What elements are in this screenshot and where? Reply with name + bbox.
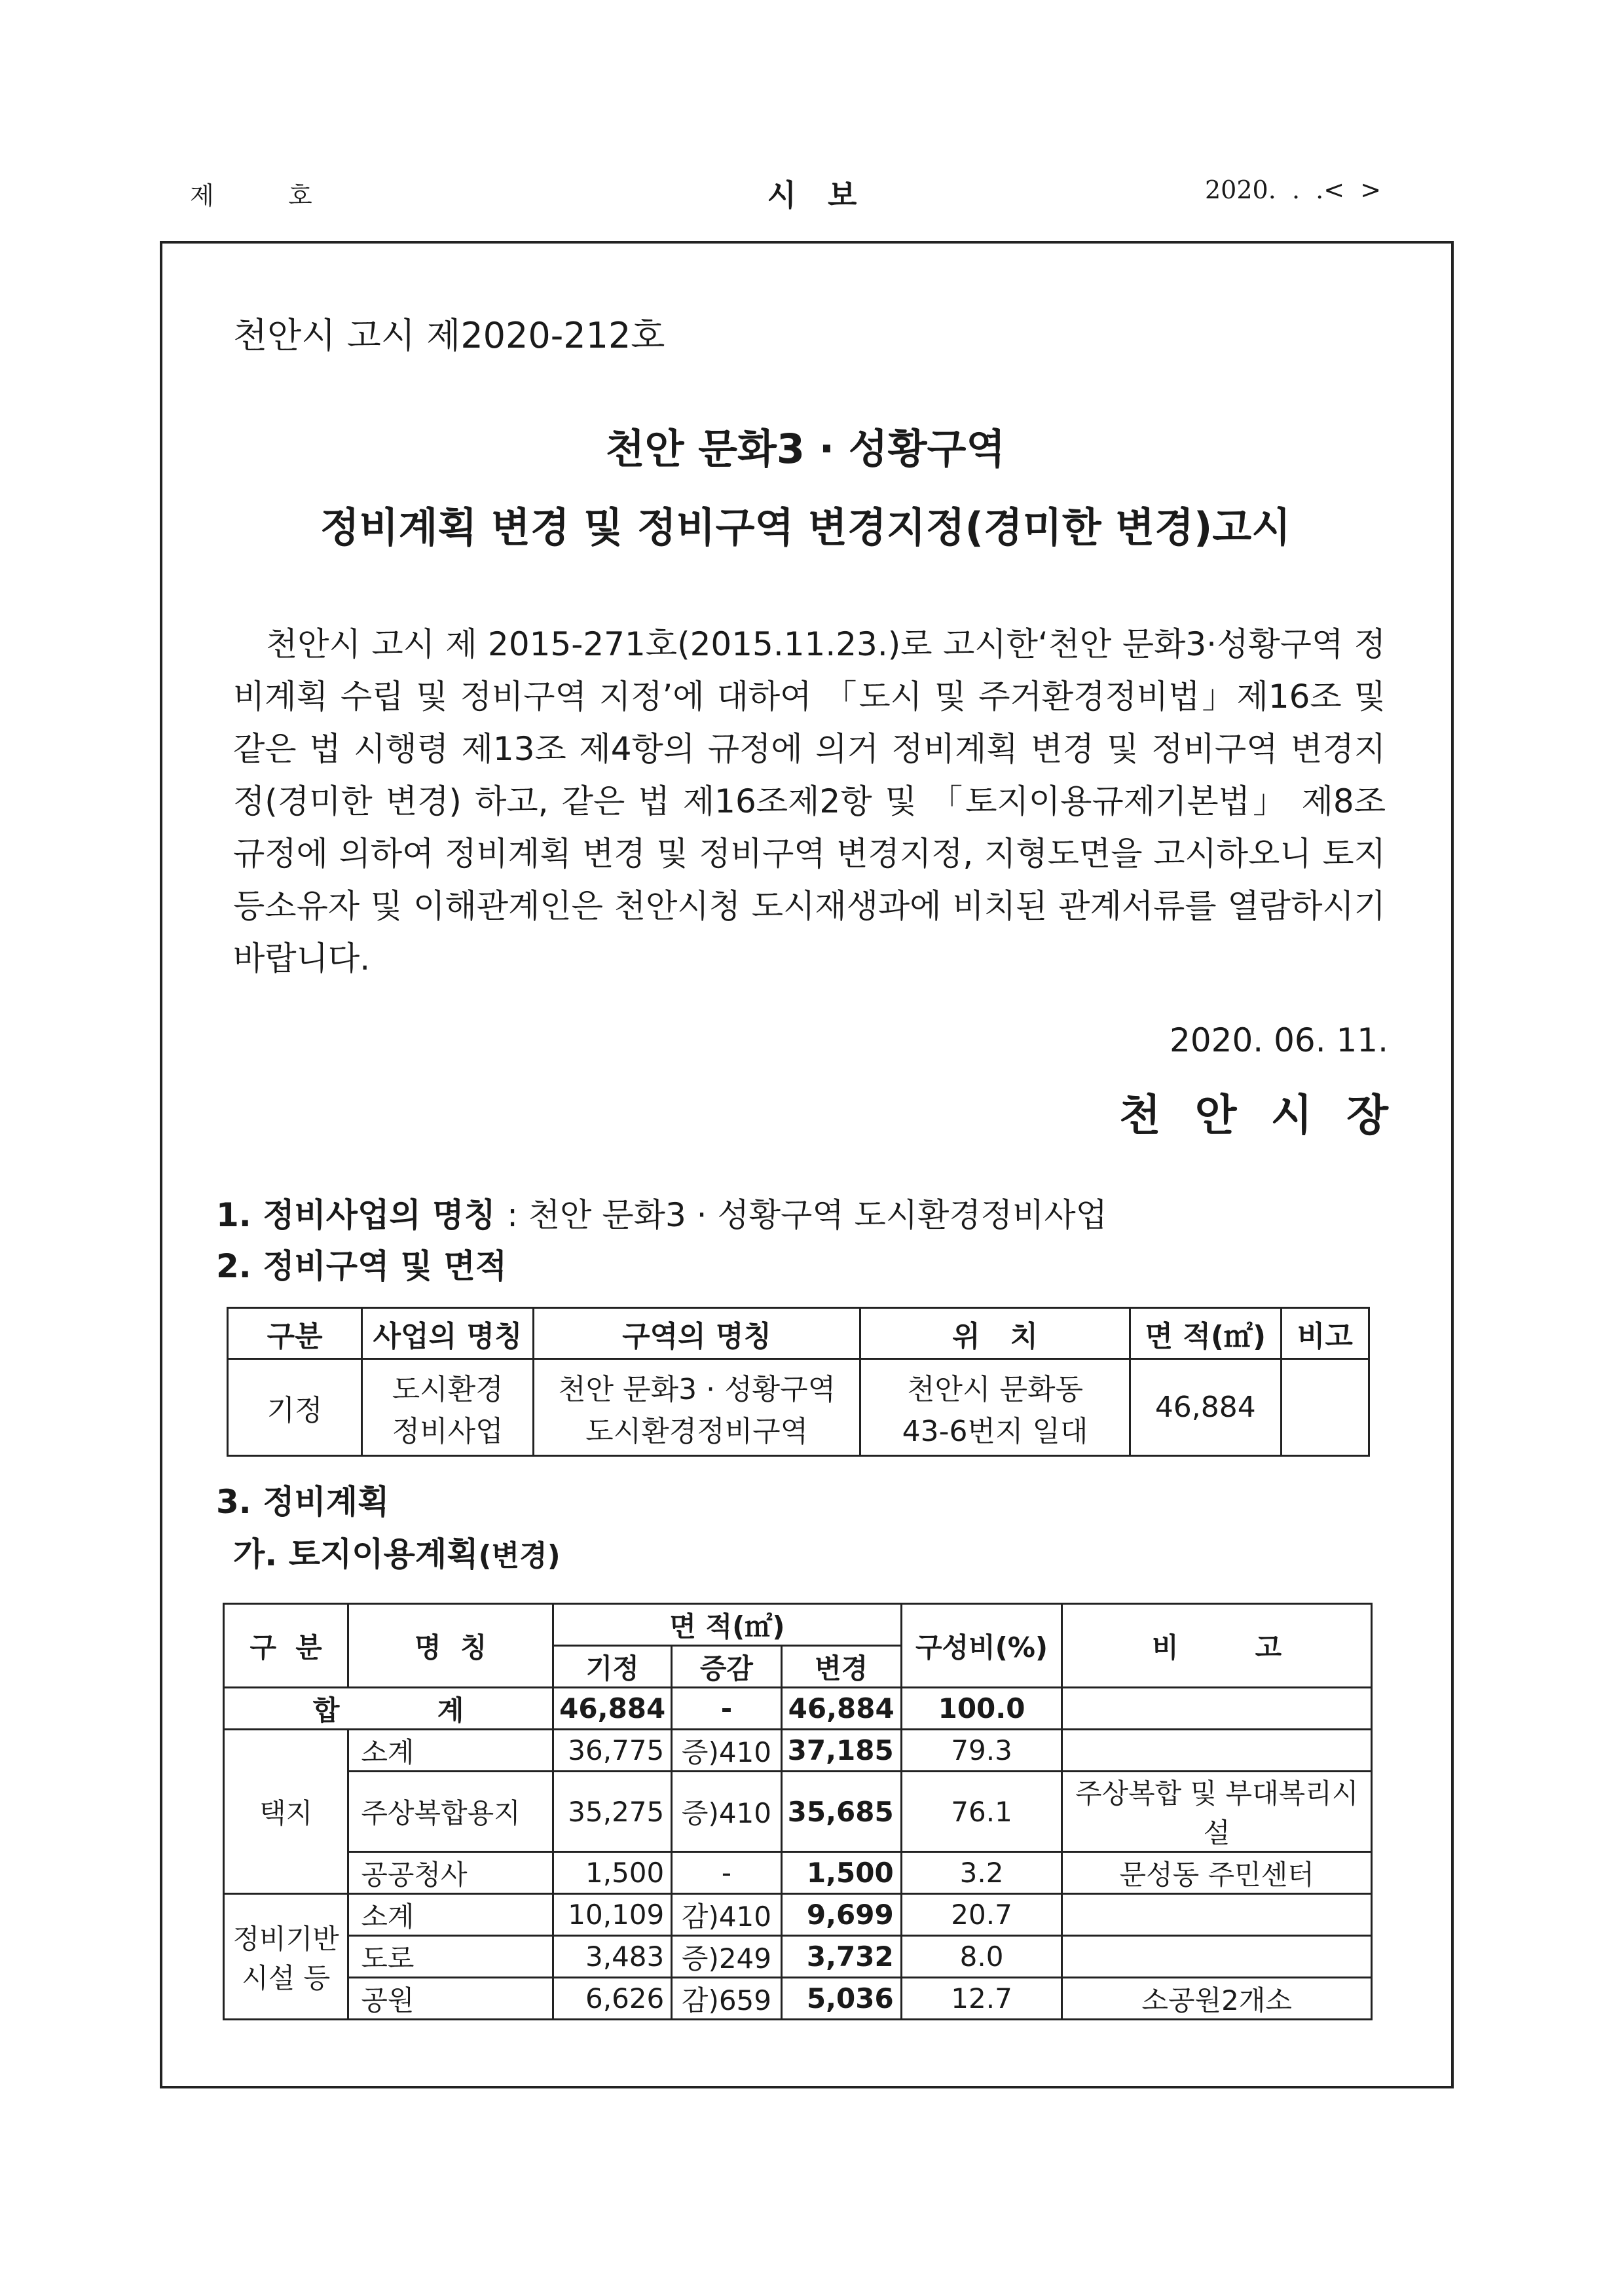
t2-note: 소공원2개소: [1062, 1978, 1372, 2020]
t2-group-infra-line1: 정비기반: [232, 1922, 339, 1955]
t1-location: [860, 1359, 1130, 1456]
t2-total-existing: 46,884: [553, 1688, 672, 1730]
t2-existing: 35,275: [553, 1772, 672, 1852]
t2-name: 소계: [348, 1894, 553, 1936]
section-2: 2. 정비구역 및 면적: [216, 1247, 507, 1285]
t2-group-housing: 택지: [224, 1730, 348, 1894]
t2-header-ratio: 구성비(%): [901, 1604, 1062, 1688]
t1-zone-line1: 천안 문화3 · 성황구역: [558, 1372, 836, 1406]
t2-total-label-b: 계: [437, 1694, 464, 1726]
t2-existing: 36,775: [553, 1730, 672, 1772]
t2-total-note: [1062, 1688, 1372, 1730]
t2-changed: 3,732: [781, 1936, 901, 1978]
area-table: [227, 1307, 1370, 1457]
t2-note: [1062, 1730, 1372, 1772]
t2-changed: 5,036: [781, 1978, 901, 2020]
header-je: 제: [190, 181, 214, 210]
t1-header-note: 비고: [1281, 1308, 1369, 1359]
t2-total-label-a: 합: [312, 1694, 340, 1726]
table-row: [228, 1359, 1369, 1456]
section-1-value: : 천안 문화3 · 성황구역 도시환경정비사업: [507, 1196, 1107, 1234]
t2-note: [1062, 1894, 1372, 1936]
t2-ratio: 79.3: [901, 1730, 1062, 1772]
t2-header-existing: 기정: [553, 1646, 672, 1688]
table-row: [224, 1894, 1372, 1936]
t2-existing: 10,109: [553, 1894, 672, 1936]
t2-name: 공공청사: [348, 1852, 553, 1894]
title-line-1: 천안 문화3 · 성황구역: [605, 425, 1006, 473]
t1-project: [362, 1359, 534, 1456]
t2-delta: 증)410: [672, 1772, 781, 1852]
t2-header-note: 비 고: [1062, 1604, 1372, 1688]
t2-name: 주상복합용지: [348, 1772, 553, 1852]
t1-location-line1: 천안시 문화동: [907, 1372, 1084, 1406]
t1-header-location: 위 치: [860, 1308, 1130, 1359]
subsection-a-label: 가. 토지이용계획: [233, 1535, 479, 1573]
section-1: [216, 1189, 1107, 1236]
t2-note: [1062, 1936, 1372, 1978]
header-date: 2020. . .< >: [1205, 175, 1382, 204]
t2-delta: 증)410: [672, 1730, 781, 1772]
t2-total-label: [224, 1688, 553, 1730]
t2-existing: 1,500: [553, 1852, 672, 1894]
t2-changed: 37,185: [781, 1730, 901, 1772]
t2-delta: 감)659: [672, 1978, 781, 2020]
header-title: 시 보: [767, 177, 857, 213]
t2-note: 주상복합 및 부대복리시설: [1062, 1772, 1372, 1852]
t2-ratio: 20.7: [901, 1894, 1062, 1936]
t2-name: 공원: [348, 1978, 553, 2020]
t2-name: 소계: [348, 1730, 553, 1772]
t2-header-gubun: 구 분: [224, 1604, 348, 1688]
t2-changed: 9,699: [781, 1894, 901, 1936]
t2-existing: 3,483: [553, 1936, 672, 1978]
section-3: 3. 정비계획: [216, 1483, 390, 1521]
t1-header-type: 구분: [228, 1308, 362, 1359]
t2-note: 문성동 주민센터: [1062, 1852, 1372, 1894]
land-use-table: [223, 1603, 1373, 2020]
t2-header-area: 면 적(㎡): [553, 1604, 902, 1646]
subsection-a-tail: (변경): [478, 1539, 561, 1573]
t2-total-changed: 46,884: [781, 1688, 901, 1730]
t1-location-line2: 43-6번지 일대: [902, 1414, 1088, 1448]
t1-header-project: 사업의 명칭: [362, 1308, 534, 1359]
table-row: [224, 1936, 1372, 1978]
body-paragraph: 천안시 고시 제 2015-271호(2015.11.23.)로 고시한‘천안 문화3·성황구역 정비계획 수립 및 정비구역 지정’에 대하여 「도시 및 주거환경정비법」제16조 및 같은 법 시행령 제13조 제4항의 규정에 의거 정비계획 변경 및 정비구역 변경지정(경미한 변경) 하고, 같은 법 제16조제2항 및 「토지이용규제기본법」 제8조 규정에 의하여 정비계획 변경 및 정비구역 변경지정, 지형도면을 고시하오니 토지등소유자 및 이해관계인은 천안시청 도시재생과에 비치된 관계서류를 열람하시기 바랍니다.: [233, 625, 1386, 977]
t2-delta: 감)410: [672, 1894, 781, 1936]
section-1-label: 1. 정비사업의 명칭: [216, 1196, 496, 1234]
t1-project-line1: 도시환경: [392, 1372, 504, 1406]
t2-ratio: 76.1: [901, 1772, 1062, 1852]
table-row: [224, 1772, 1372, 1852]
t2-changed: 1,500: [781, 1852, 901, 1894]
table-row: [224, 1978, 1372, 2020]
t2-changed: 35,685: [781, 1772, 901, 1852]
header-ho: 호: [288, 181, 312, 210]
t2-ratio: 12.7: [901, 1978, 1062, 2020]
table-row: [224, 1730, 1372, 1772]
t2-name: 도로: [348, 1936, 553, 1978]
t2-header-name: 명 칭: [348, 1604, 553, 1688]
t1-area: 46,884: [1130, 1359, 1281, 1456]
t2-delta: 증)249: [672, 1936, 781, 1978]
t2-header-delta: 증감: [672, 1646, 781, 1688]
t2-group-infra: [224, 1894, 348, 2020]
t1-project-line2: 정비사업: [392, 1414, 504, 1448]
t2-delta: -: [672, 1852, 781, 1894]
t1-note: [1281, 1359, 1369, 1456]
t1-header-zone: 구역의 명칭: [533, 1308, 860, 1359]
notice-date: 2020. 06. 11.: [1170, 1021, 1388, 1059]
table-row: [224, 1852, 1372, 1894]
t2-header-changed: 변경: [781, 1646, 901, 1688]
notice-number: 천안시 고시 제2020-212호: [233, 315, 665, 356]
subsection-a: [233, 1528, 561, 1575]
title-line-2: 정비계획 변경 및 정비구역 변경지정(경미한 변경)고시: [320, 503, 1291, 551]
table-row-total: [224, 1688, 1372, 1730]
t1-type: 기정: [228, 1359, 362, 1456]
t2-total-ratio: 100.0: [901, 1688, 1062, 1730]
t2-group-infra-line2: 시설 등: [242, 1961, 331, 1994]
t2-ratio: 8.0: [901, 1936, 1062, 1978]
t2-existing: 6,626: [553, 1978, 672, 2020]
t1-header-area: 면 적(㎡): [1130, 1308, 1281, 1359]
t1-zone-line2: 도시환경정비구역: [585, 1414, 809, 1448]
t2-ratio: 3.2: [901, 1852, 1062, 1894]
t1-zone: [533, 1359, 860, 1456]
t2-total-delta: -: [672, 1688, 781, 1730]
issuer: 천안시장: [1118, 1090, 1422, 1140]
